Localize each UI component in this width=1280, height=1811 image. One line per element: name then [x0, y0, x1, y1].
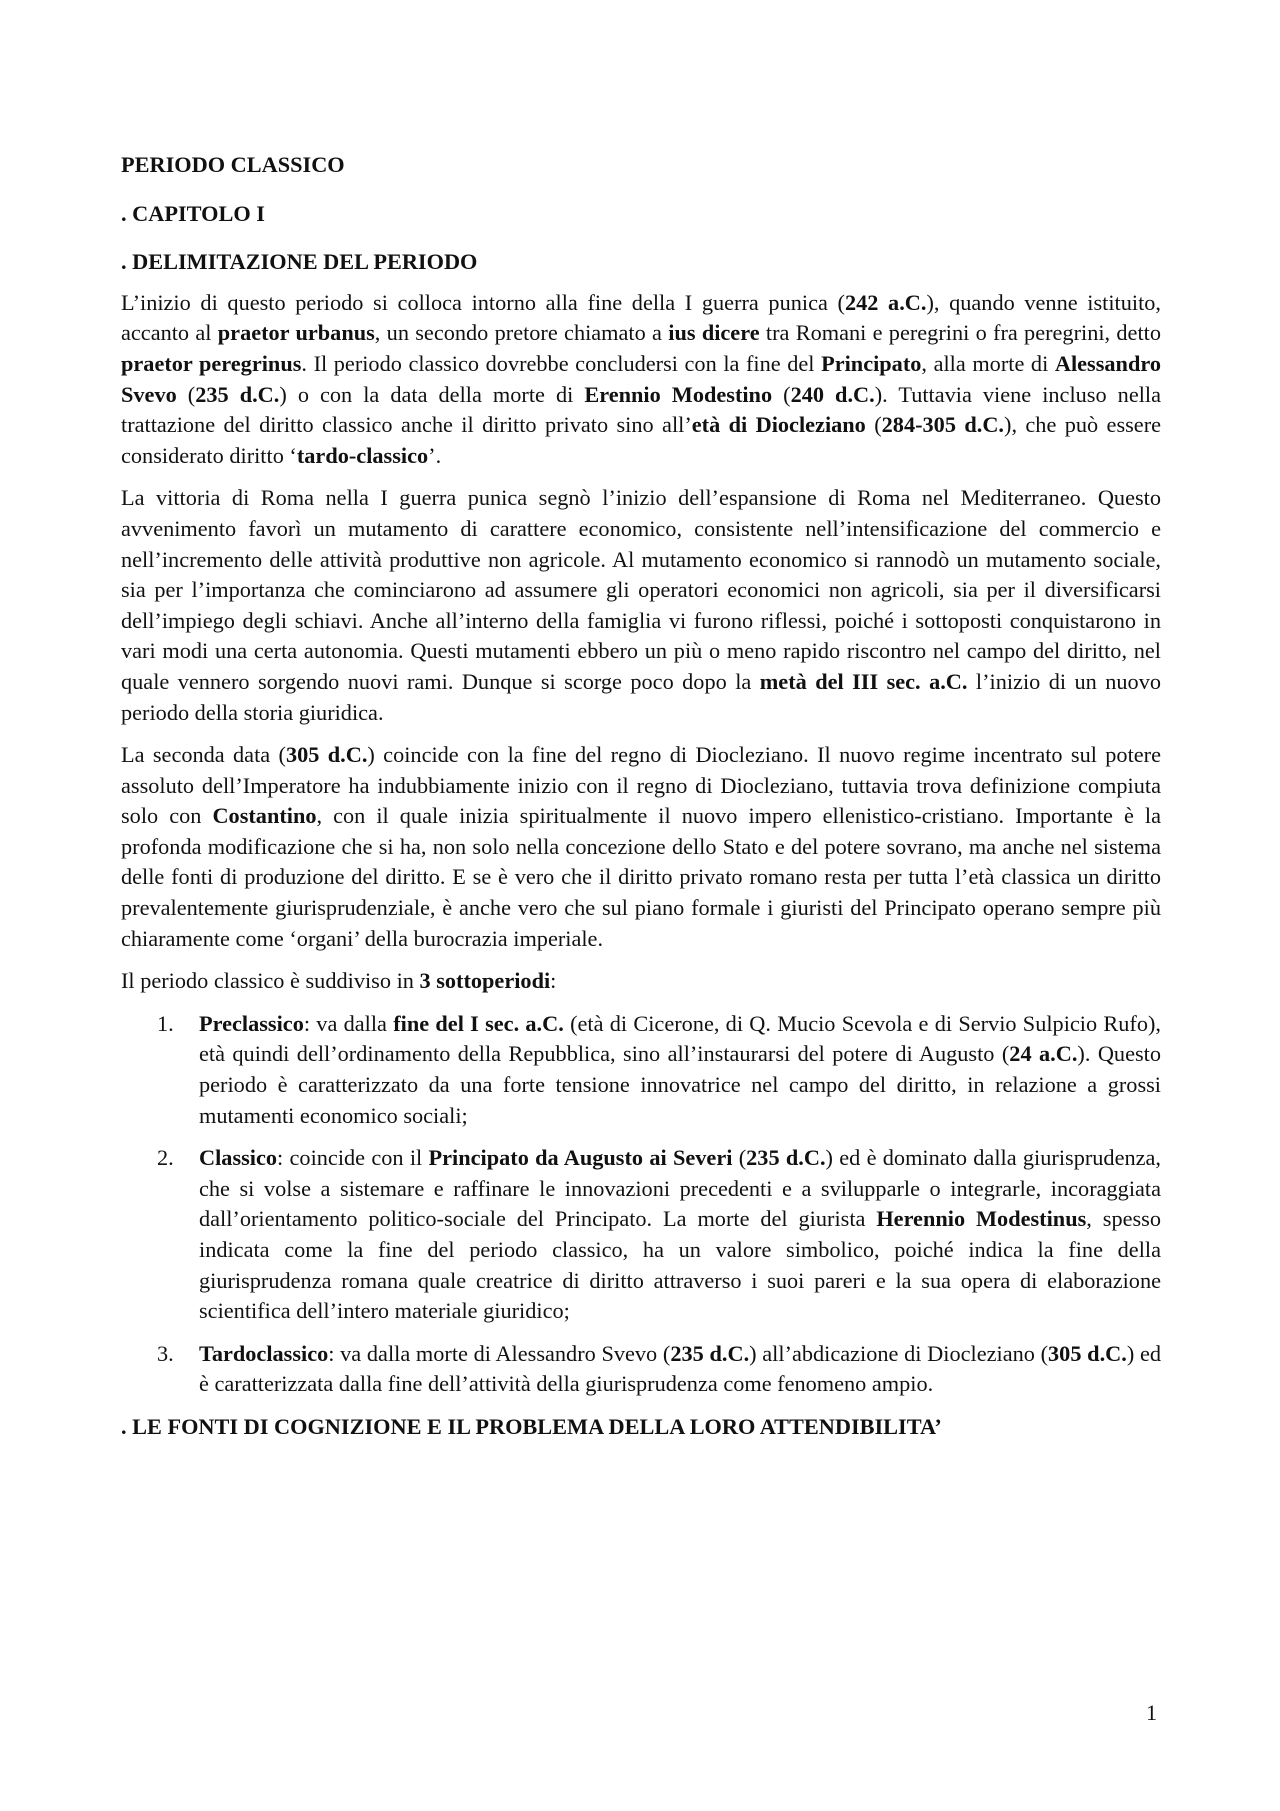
- list-item: [121, 1143, 1161, 1327]
- bold-text: praetor urbanus: [217, 320, 375, 346]
- text-run: (età di Cicerone, di Q. Mucio Scevola e di Servio Sulpicio Rufo), età quindi dell’ordinamento della Repubblica, sino all’instaurarsi del potere di Augusto (: [199, 1010, 1161, 1067]
- bold-text: Herennio Modestinus: [876, 1206, 1087, 1232]
- bold-text: 235 d.C.: [746, 1145, 826, 1171]
- bold-text: Classico: [199, 1145, 278, 1171]
- text-run: ), quando venne istituito, accanto al: [121, 289, 1161, 346]
- paragraph: [121, 288, 1161, 472]
- text-run: (: [772, 381, 791, 407]
- text-run: , un secondo pretore chiamato a: [374, 320, 669, 346]
- bold-text: 242 a.C.: [844, 289, 927, 315]
- bold-text: Costantino: [212, 803, 317, 829]
- text-run: L’inizio di questo periodo si colloca intorno alla fine della I guerra punica (: [121, 289, 845, 315]
- bold-text: 284-305 d.C.: [881, 412, 1005, 438]
- list-item-text: [199, 1011, 1161, 1128]
- text-run: ) o con la data della morte di: [279, 381, 585, 407]
- text-run: :: [550, 968, 557, 994]
- list-number: 2.: [157, 1145, 174, 1171]
- bold-text: 305 d.C.: [285, 742, 368, 768]
- list-item-text: [199, 1145, 1161, 1323]
- bold-text: Preclassico: [199, 1010, 304, 1036]
- paragraph: [121, 740, 1161, 954]
- text-run: , alla morte di: [921, 350, 1055, 376]
- text-run: La seconda data (: [121, 742, 286, 768]
- page-content: [121, 150, 1161, 1443]
- text-run: La vittoria di Roma nella I guerra punica segnò l’inizio dell’espansione di Roma nel Mediterraneo. Questo avvenimento favorì un mutamento di carattere economico, consistente nell’intensificazione del commercio e nell’incremento delle attività produttive non agricole. Al mutamento economico si rannodò un mutamento sociale, sia per l’importanza che cominciarono ad assumere gli operatori economici non agricoli, sia per il diversificarsi dell’impiego degli schiavi. Anche all’interno della famiglia vi furono riflessi, poiché i sottoposti conquistarono in vari modi una certa autonomia. Questi mutamenti ebbero un più o meno rapido riscontro nel campo del diritto, nel quale vennero sorgendo nuovi rami. Dunque si scorge poco dopo la: [121, 485, 1161, 694]
- bold-text: 3 sottoperiodi: [419, 968, 551, 994]
- text-run: ) coincide con la fine del regno di Diocleziano. Il nuovo regime incentrato sul potere assoluto dell’Imperatore ha indubbiamente inizio con il regno di Diocleziano, tuttavia trova definizione compiuta solo con: [121, 742, 1161, 829]
- page-title: PERIODO CLASSICO: [121, 152, 345, 177]
- text-run: tra Romani e peregrini o fra peregrini, detto: [759, 320, 1161, 346]
- bold-text: Alessandro Svevo: [121, 350, 1161, 407]
- bold-text: 235 d.C.: [195, 381, 280, 407]
- text-run: (: [732, 1145, 747, 1171]
- paragraph: [121, 483, 1161, 728]
- text-run: , spesso indicata come la fine del periodo classico, ha un valore simbolico, poiché indica la fine della giurisprudenza romana quale creatrice di diritto attraverso i suoi pareri e la sua opera di elaborazione scientifica dell’intero materiale giuridico;: [199, 1206, 1161, 1324]
- bold-text: 235 d.C.: [670, 1340, 750, 1366]
- text-run: ), che può essere considerato diritto ‘: [121, 412, 1162, 468]
- bold-text: Tardoclassico: [199, 1340, 329, 1366]
- text-run: , con il quale inizia spiritualmente il nuovo impero ellenistico-cristiano. Importante è la profonda modificazione che si ha, non solo nella concezione dello Stato e del potere sovrano, ma anche nel sistema delle fonti di produzione del diritto. E se è vero che il diritto privato romano resta per tutta l’età classica un diritto prevalentemente giurisprudenziale, è anche vero che sul piano formale i giuristi del Principato operano sempre più chiaramente come ‘organi’ della burocrazia imperiale.: [121, 803, 1161, 951]
- text-run: ). Questo periodo è caratterizzato da una forte tensione innovatrice nel campo del diritto, in relazione a grossi mutamenti economico sociali;: [199, 1041, 1161, 1128]
- list-intro: [121, 966, 1161, 997]
- bold-text: 240 d.C.: [790, 381, 875, 407]
- bold-text: età di Diocleziano: [691, 412, 866, 438]
- bold-text: Principato da Augusto ai Severi: [428, 1145, 733, 1171]
- chapter-heading: . CAPITOLO I: [121, 200, 265, 226]
- text-run: ) all’abdicazione di Diocleziano (: [749, 1340, 1049, 1366]
- bold-text: 305 d.C.: [1048, 1340, 1127, 1366]
- sources-heading: . LE FONTI DI COGNIZIONE E IL PROBLEMA DELLA LORO ATTENDIBILITA’: [121, 1413, 942, 1439]
- bold-text: fine del I sec. a.C.: [393, 1010, 564, 1036]
- text-run: ’.: [428, 442, 442, 468]
- bold-text: ius dicere: [668, 320, 760, 346]
- subperiod-list: [121, 1009, 1161, 1400]
- bold-text: 24 a.C.: [1009, 1041, 1078, 1067]
- text-run: : va dalla morte di Alessandro Svevo (: [328, 1340, 671, 1366]
- bold-text: praetor peregrinus: [121, 350, 302, 376]
- page-number: 1: [1146, 1700, 1157, 1725]
- section-heading: . DELIMITAZIONE DEL PERIODO: [121, 249, 478, 275]
- text-run: ) ed è caratterizzata dalla fine dell’attività della giurisprudenza come fenomeno ampio.: [199, 1340, 1161, 1397]
- text-run: . Il periodo classico dovrebbe concludersi con la fine del: [301, 350, 822, 376]
- list-number: 1.: [157, 1010, 174, 1036]
- list-item-text: [199, 1341, 1161, 1397]
- bold-text: tardo-classico: [296, 442, 429, 468]
- bold-text: metà del III sec. a.C.: [759, 668, 968, 694]
- bold-text: Principato: [821, 350, 922, 376]
- text-run: ). Tuttavia viene incluso nella trattazione del diritto classico anche il diritto privato sino all’: [121, 381, 1161, 438]
- text-run: : va dalla: [303, 1010, 394, 1036]
- text-run: (: [176, 381, 196, 407]
- text-run: : coincide con il: [277, 1145, 429, 1171]
- list-number: 3.: [157, 1340, 174, 1366]
- text-run: l’inizio di un nuovo periodo della storia giuridica.: [121, 668, 1161, 725]
- bold-text: Erennio Modestino: [584, 381, 773, 407]
- text-run: Il periodo classico è suddiviso in: [121, 968, 420, 994]
- list-item: [121, 1009, 1161, 1131]
- list-item: [121, 1339, 1161, 1400]
- text-run: (: [865, 412, 882, 438]
- text-run: ) ed è dominato dalla giurisprudenza, che si volse a sistemare e raffinare le innovazioni precedenti e a svilupparle o integrarle, incoraggiata dall’orientamento politico-sociale del Principato. La morte del giurista: [199, 1145, 1161, 1232]
